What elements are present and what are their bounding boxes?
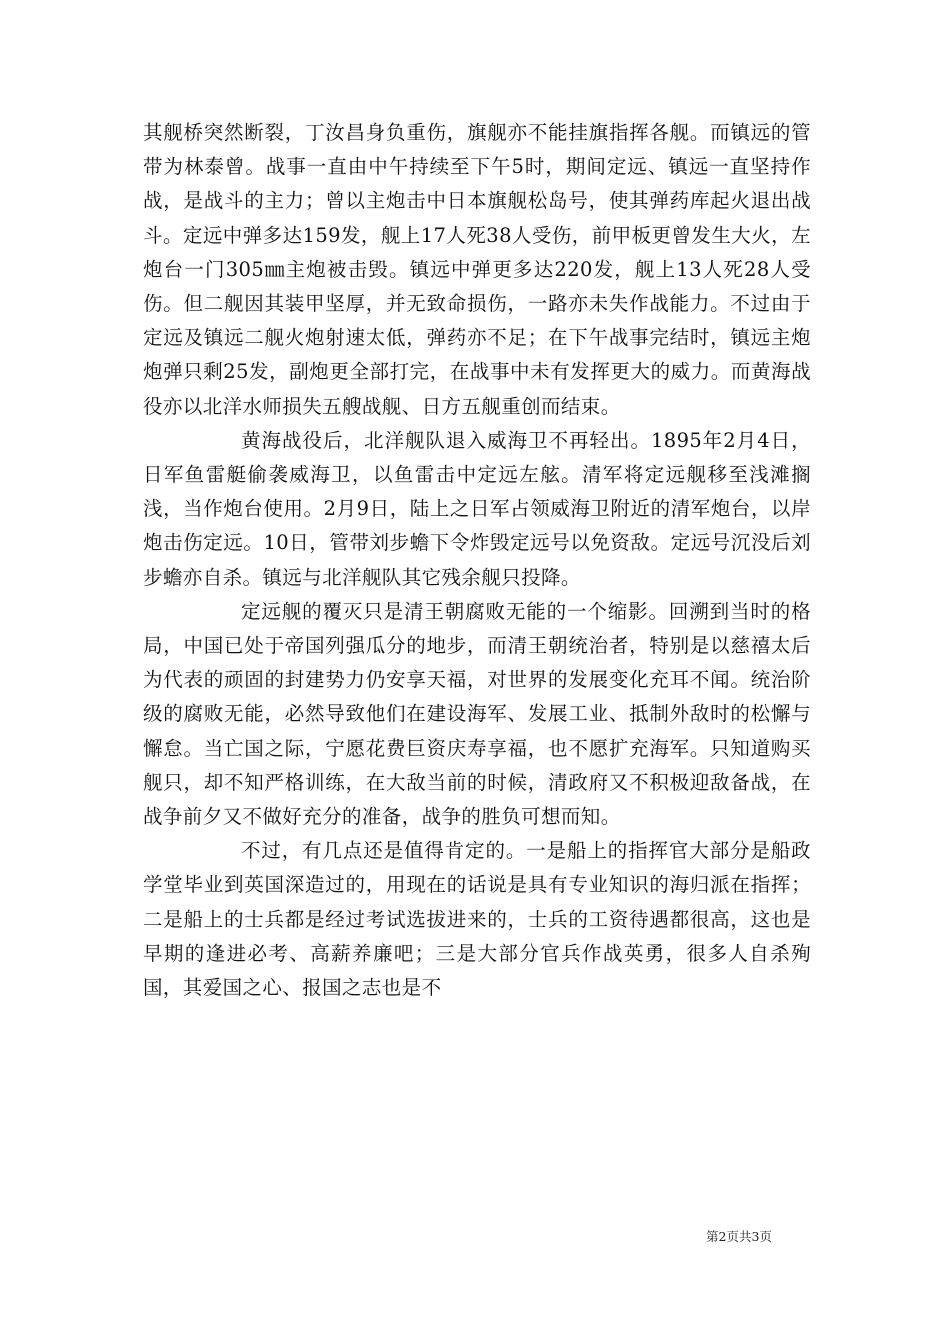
paragraph-1: 其舰桥突然断裂，丁汝昌身负重伤，旗舰亦不能挂旗指挥各舰。而镇远的管带为林泰曾。战事一直由中午持续至下午5时，期间定远、镇远一直坚持作战，是战斗的主力；曾以主炮击中日本旗舰松岛号，使其弹药库起火退出战斗。定远中弹多达159发，舰上17人死38人受伤，前甲板更曾发生大火，左炮台一门305㎜主炮被击毁。镇远中弹更多达220发，舰上13人死28人受伤。但二舰因其装甲坚厚，并无致命损伤，一路亦未失作战能力。不过由于定远及镇远二舰火炮射速太低，弹药亦不足；在下午战事完结时，镇远主炮炮弹只剩25发，副炮更全部打完，在战事中未有发挥更大的威力。而黄海战役亦以北洋水师损失五艘战舰、日方五舰重创而结束。 [143, 121, 811, 418]
paragraph-2: 黄海战役后，北洋舰队退入威海卫不再轻出。1895年2月4日，日军鱼雷艇偷袭威海卫，以鱼雷击中定远左舷。清军将定远舰移至浅滩搁浅，当作炮台使用。2月9日，陆上之日军占领威海卫附近的清军炮台，以岸炮击伤定远。10日，管带刘步蟾下令炸毁定远号以免资敌。定远号沉没后刘步蟾亦自杀。镇远与北洋舰队其它残余舰只投降。 [143, 428, 811, 589]
document-body [143, 116, 811, 1005]
page-number: 第2页共3页 [706, 1229, 772, 1244]
paragraph-4: 不过，有几点还是值得肯定的。一是船上的指挥官大部分是船政学堂毕业到英国深造过的，用现在的话说是具有专业知识的海归派在指挥；二是船上的士兵都是经过考试选拔进来的，士兵的工资待遇都很高，这也是早期的逢进必考、高薪养廉吧；三是大部分官兵作战英勇，很多人自杀殉国，其爱国之心、报国之志也是不 [143, 839, 811, 1000]
paragraph-3: 定远舰的覆灭只是清王朝腐败无能的一个缩影。回溯到当时的格局，中国已处于帝国列强瓜分的地步，而清王朝统治者，特别是以慈禧太后为代表的顽固的封建势力仍安享天福，对世界的发展变化充耳不闻。统治阶级的腐败无能，必然导致他们在建设海军、发展工业、抵制外敌时的松懈与懈怠。当亡国之际，宁愿花费巨资庆寿享福，也不愿扩充海军。只知道购买舰只，却不知严格训练，在大敌当前的时候，清政府又不积极迎敌备战，在战争前夕又不做好充分的准备，战争的胜负可想而知。 [143, 599, 811, 829]
page-footer [0, 1227, 950, 1245]
